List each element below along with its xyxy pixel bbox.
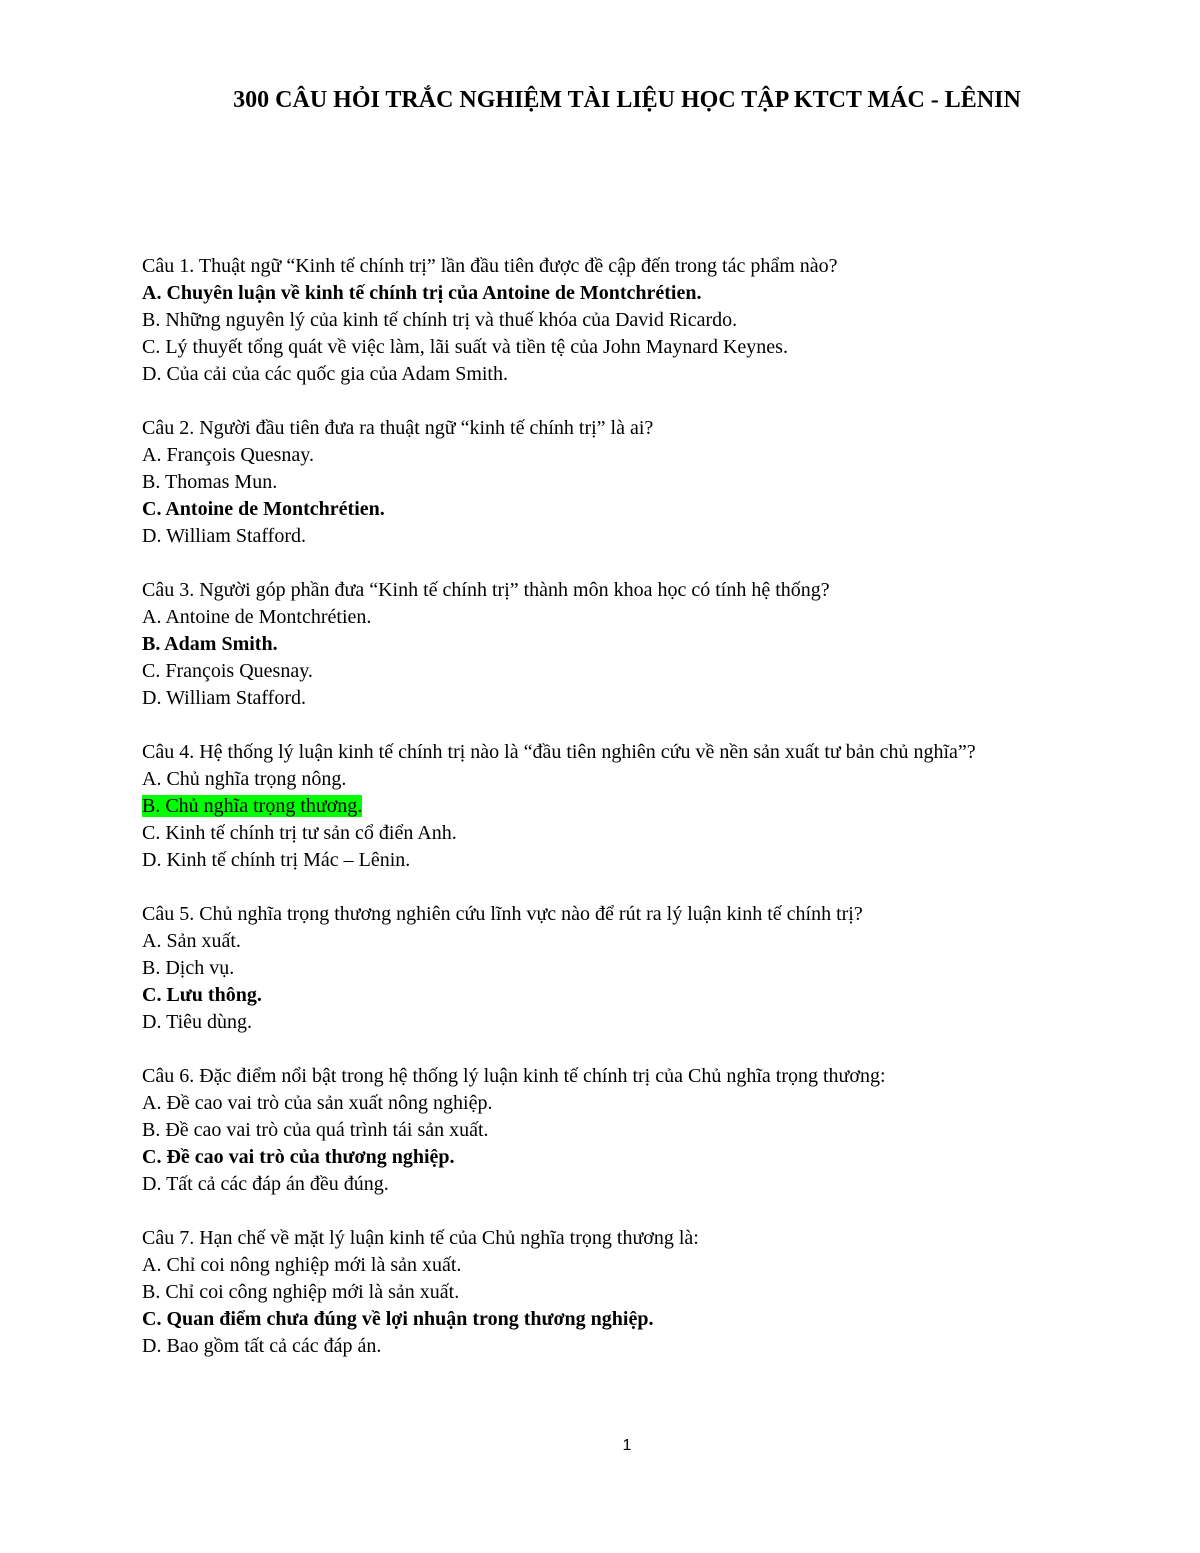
correct-answer-option <box>142 496 1062 523</box>
correct-answer-text: C. Đề cao vai trò của thương nghiệp. <box>142 1146 455 1168</box>
answer-text: A. Đề cao vai trò của sản xuất nông nghiệp. <box>142 1092 493 1114</box>
answer-text: C. Kinh tế chính trị tư sản cổ điển Anh. <box>142 822 457 844</box>
answer-option <box>142 820 1062 847</box>
correct-answer-text: C. Antoine de Montchrétien. <box>142 498 385 520</box>
question-block <box>142 253 1062 388</box>
answer-text: D. Tiêu dùng. <box>142 1011 253 1033</box>
answer-option <box>142 1279 1062 1306</box>
answer-text: D. Của cải của các quốc gia của Adam Smith. <box>142 363 508 385</box>
question-block <box>142 739 1062 874</box>
correct-answer-option <box>142 280 1062 307</box>
answer-text: A. Chỉ coi nông nghiệp mới là sản xuất. <box>142 1254 462 1276</box>
answer-text: B. Đề cao vai trò của quá trình tái sản xuất. <box>142 1119 489 1141</box>
answer-text: D. William Stafford. <box>142 525 306 547</box>
answer-option <box>142 334 1062 361</box>
correct-answer-text: C. Lưu thông. <box>142 984 262 1006</box>
answer-text: D. Kinh tế chính trị Mác – Lênin. <box>142 849 411 871</box>
answer-text: D. William Stafford. <box>142 687 306 709</box>
question-block <box>142 577 1062 712</box>
answer-text: B. Dịch vụ. <box>142 957 235 979</box>
question-block <box>142 415 1062 550</box>
answer-option <box>142 523 1062 550</box>
answer-option <box>142 685 1062 712</box>
answer-option <box>142 1090 1062 1117</box>
answer-text: A. François Quesnay. <box>142 444 315 466</box>
correct-answer-text: C. Quan điểm chưa đúng về lợi nhuận trong thương nghiệp. <box>142 1308 654 1330</box>
question-list <box>142 253 1062 1387</box>
answer-text: B. Thomas Mun. <box>142 471 278 493</box>
answer-option <box>142 1171 1062 1198</box>
question-text: Câu 6. Đặc điểm nổi bật trong hệ thống lý luận kinh tế chính trị của Chủ nghĩa trọng thương: <box>142 1065 886 1087</box>
question-block <box>142 901 1062 1036</box>
question-text: Câu 4. Hệ thống lý luận kinh tế chính trị nào là “đầu tiên nghiên cứu về nền sản xuất tư bản chủ nghĩa”? <box>142 741 976 763</box>
answer-option <box>142 604 1062 631</box>
answer-text: B. Những nguyên lý của kinh tế chính trị và thuế khóa của David Ricardo. <box>142 309 738 331</box>
answer-option <box>142 442 1062 469</box>
answer-text: C. Lý thuyết tổng quát về việc làm, lãi suất và tiền tệ của John Maynard Keynes. <box>142 336 788 358</box>
question-text: Câu 7. Hạn chế về mặt lý luận kinh tế của Chủ nghĩa trọng thương là: <box>142 1227 699 1249</box>
correct-answer-option <box>142 1306 1062 1333</box>
correct-answer-option <box>142 982 1062 1009</box>
question-text: Câu 1. Thuật ngữ “Kinh tế chính trị” lần đầu tiên được đề cập đến trong tác phẩm nào? <box>142 255 838 277</box>
answer-option <box>142 928 1062 955</box>
question-text: Câu 2. Người đầu tiên đưa ra thuật ngữ “kinh tế chính trị” là ai? <box>142 417 654 439</box>
answer-text: D. Bao gồm tất cả các đáp án. <box>142 1335 382 1357</box>
answer-option <box>142 361 1062 388</box>
answer-option <box>142 847 1062 874</box>
answer-text: D. Tất cả các đáp án đều đúng. <box>142 1173 389 1195</box>
answer-option <box>142 469 1062 496</box>
document-title: 300 CÂU HỎI TRẮC NGHIỆM TÀI LIỆU HỌC TẬP KTCT MÁC - LÊNIN <box>233 87 1021 113</box>
correct-answer-option <box>142 631 1062 658</box>
highlighted-answer-option <box>142 793 1062 820</box>
answer-text: B. Chỉ coi công nghiệp mới là sản xuất. <box>142 1281 460 1303</box>
answer-text: A. Antoine de Montchrétien. <box>142 606 372 628</box>
highlighted-answer-text: B. Chủ nghĩa trọng thương. <box>142 795 363 817</box>
answer-option <box>142 658 1062 685</box>
question-block <box>142 1063 1062 1198</box>
answer-option <box>142 955 1062 982</box>
answer-option <box>142 1252 1062 1279</box>
answer-option <box>142 766 1062 793</box>
answer-option <box>142 307 1062 334</box>
question-text: Câu 3. Người góp phần đưa “Kinh tế chính trị” thành môn khoa học có tính hệ thống? <box>142 579 830 601</box>
answer-text: A. Chủ nghĩa trọng nông. <box>142 768 347 790</box>
question-text: Câu 5. Chủ nghĩa trọng thương nghiên cứu lĩnh vực nào để rút ra lý luận kinh tế chính trị? <box>142 903 863 925</box>
answer-text: A. Sản xuất. <box>142 930 241 952</box>
answer-option <box>142 1009 1062 1036</box>
page-number: 1 <box>622 1437 632 1454</box>
answer-text: C. François Quesnay. <box>142 660 313 682</box>
correct-answer-text: A. Chuyên luận về kinh tế chính trị của Antoine de Montchrétien. <box>142 282 702 304</box>
question-block <box>142 1225 1062 1360</box>
answer-option <box>142 1117 1062 1144</box>
correct-answer-text: B. Adam Smith. <box>142 633 278 655</box>
correct-answer-option <box>142 1144 1062 1171</box>
answer-option <box>142 1333 1062 1360</box>
